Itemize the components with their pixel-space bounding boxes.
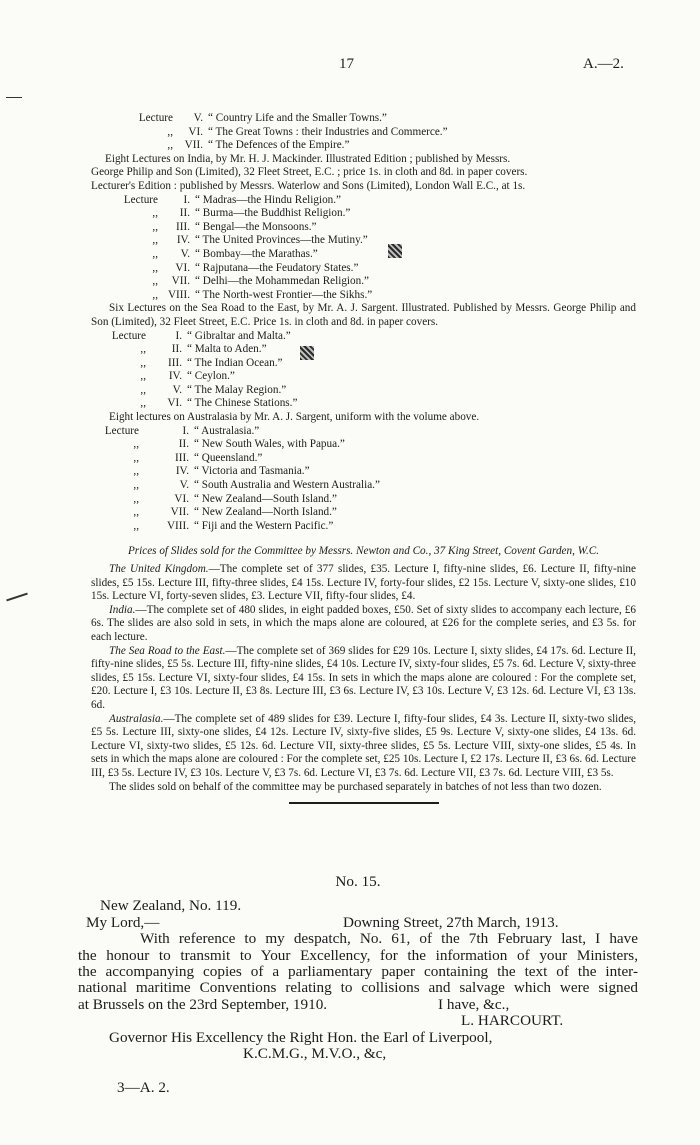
lecture-item (91, 275, 636, 289)
lecture-title: “ Delhi—the Mohammedan Religion.” (195, 275, 369, 288)
lecture-word: ,, (140, 356, 146, 369)
lecture-word: ,, (133, 492, 139, 505)
lecture-title: “ Victoria and Tasmania.” (194, 465, 310, 478)
lecture-item (91, 425, 636, 439)
lecture-number: VI. (174, 492, 189, 505)
lecture-word: ,, (140, 383, 146, 396)
lecture-number: IV. (176, 234, 190, 247)
price-text: —The complete set of 480 slides, in eight padded boxes, £50. Set of sixty slides to accompany each lecture, £6 6s. The slides are also sold in sets, in which the maps alone are coloured, at £26 for the complete series, and £3 5s. for each lecture. (91, 603, 636, 643)
lecture-item (91, 234, 636, 248)
lecture-number: VII. (171, 275, 190, 288)
lecture-word: ,, (152, 207, 158, 220)
lecture-number: I. (175, 329, 182, 342)
lecture-number: V. (179, 479, 189, 492)
despatch-number: No. 15. (335, 873, 381, 890)
lecture-item (91, 343, 636, 357)
letter-last-line: at Brussels on the 23rd September, 1910. (78, 995, 328, 1013)
lecture-item (91, 139, 636, 153)
lecture-item (91, 194, 636, 208)
india-intro (91, 153, 636, 194)
lecture-word: ,, (152, 234, 158, 247)
lecture-title: “ The Malay Region.” (187, 383, 287, 396)
scan-artifact-icon (300, 346, 314, 360)
price-paragraph (91, 645, 636, 713)
lecture-title: “ New Zealand—North Island.” (194, 506, 337, 519)
lecture-item (91, 370, 636, 384)
lecture-number: III. (168, 356, 182, 369)
lecture-title: “ Queensland.” (194, 451, 263, 464)
lecture-word: ,, (152, 247, 158, 260)
lecture-item (91, 465, 636, 479)
lecture-title: “ The Great Towns : their Industries and Commerce.” (208, 125, 448, 138)
india-intro-line: Eight Lectures on India, by Mr. H. J. Mackinder. Illustrated Edition ; published by Messrs. (105, 152, 511, 165)
lecture-word: ,, (140, 370, 146, 383)
destination: New Zealand, No. 119. (100, 897, 242, 915)
lecture-word: ,, (133, 506, 139, 519)
despatch-letter (78, 874, 638, 1097)
lecture-title: “ Australasia.” (194, 424, 260, 437)
lecture-word: ,, (133, 479, 139, 492)
lecture-word: ,, (152, 220, 158, 233)
price-label: Australasia. (109, 712, 164, 725)
valediction: I have, &c., (438, 995, 510, 1013)
margin-mark-icon (6, 593, 28, 602)
lecture-number: VI. (167, 397, 182, 410)
lecture-title: “ The North-west Frontier—the Sikhs.” (195, 288, 373, 301)
lecture-title: “ Country Life and the Smaller Towns.” (208, 112, 387, 124)
lecture-number: VII. (184, 139, 203, 152)
lecture-word: Lecture (123, 193, 158, 206)
lecture-item (91, 330, 636, 344)
lecture-title: “ The Chinese Stations.” (187, 397, 298, 410)
lecture-title: “ New South Wales, with Papua.” (194, 438, 345, 451)
addressee-line-2: K.C.M.G., M.V.O., &c, (243, 1044, 387, 1062)
lecture-word: ,, (133, 438, 139, 451)
price-text: —The complete set of 377 slides, £35. Lecture I, fifty-nine slides, £6. Lecture II, fifty-nine slides, £5 15s. Lecture III, fifty-three slides, £4 15s. Lecture IV, forty-four slides, £2 15s. Lecture V, sixty-one slides, £10 15s. Lecture VI, forty-seven slides, £3. Lecture VII, fifty-four slides, £4. (91, 563, 636, 603)
destination-row (78, 898, 638, 914)
lecture-number: VI. (175, 261, 190, 274)
lecture-item (91, 479, 636, 493)
page-number: 17 (339, 56, 354, 72)
footer-row (78, 1080, 638, 1096)
lecture-number: I. (183, 193, 190, 206)
lecture-word: ,, (167, 139, 173, 152)
lecture-number: VII. (170, 506, 189, 519)
price-text: —The complete set of 489 slides for £39. Lecture I, fifty-four slides, £4 3s. Lecture II, sixty-two slides, £5 5s. Lecture III, sixty-one slides, £4 12s. Lecture IV, sixty-five slides, £5 9s. Lecture V, sixty-one slides, £4 13s. 6d. Lecture VI, sixty-two slides, £5 12s. 6d. Lecture VII, sixty-three slides, £5 5s. Lecture VIII, sixty-one slides, £5 4s. In sets in which the maps alone are coloured : For the complete set, £25 10s. Lecture I, £2 17s. Lecture II, £3 6s. 6d. Lecture III, £3 5s. Lecture IV, £3 10s. Lecture V, £3 7s. 6d. Lecture VI, £3 7s. 6d. Lecture VII, £3 7s. 6d. Lecture VIII, £3 5s. (91, 712, 636, 779)
searoad-intro: Six Lectures on the Sea Road to the East, by Mr. A. J. Sargent. Illustrated. Published by Messrs. George Philip and Son (Limited), 32 Fleet Street, E.C. Price 1s. in cloth and 8d. in paper covers. (91, 302, 636, 328)
lecture-number: VIII. (167, 288, 190, 301)
lecture-list-australasia (91, 425, 636, 534)
lecture-word: Lecture (104, 424, 139, 437)
place-date: Downing Street, 27th March, 1913. (343, 913, 559, 931)
lecture-word: ,, (133, 451, 139, 464)
lecture-number: V. (193, 112, 203, 124)
lecture-word: ,, (140, 343, 146, 356)
lecture-item (91, 289, 636, 303)
lecture-title: “ The Indian Ocean.” (187, 356, 283, 369)
lecture-item (91, 207, 636, 221)
lecture-list-india (91, 194, 636, 303)
price-paragraph (91, 604, 636, 645)
price-paragraph (91, 563, 636, 604)
lecture-item (91, 221, 636, 235)
lecture-title: “ Madras—the Hindu Religion.” (195, 193, 342, 206)
lecture-number: III. (175, 451, 189, 464)
lecture-number: II. (171, 343, 182, 356)
lecture-number: VI. (188, 125, 203, 138)
letter-body-line: national maritime Conventions relating to collisions and salvage which were signed (78, 979, 638, 997)
india-intro-line: George Philip and Son (Limited), 32 Fleet Street, E.C. ; price 1s. in cloth and 8d. in paper covers. (91, 166, 528, 179)
margin-mark-icon (6, 97, 22, 98)
letter-body-line: With reference to my despatch, No. 61, of the 7th February last, I have (140, 930, 638, 948)
lecture-word: Lecture (138, 112, 173, 124)
lecture-title: “ The Defences of the Empire.” (208, 139, 350, 152)
section-divider (289, 802, 439, 804)
lecture-item (91, 493, 636, 507)
lecture-title: “ Malta to Aden.” (187, 343, 267, 356)
letter-body-line: the accompanying copies of a parliamentary paper containing the text of the inter- (78, 963, 638, 980)
prices-section (91, 563, 636, 794)
price-paragraph (91, 713, 636, 781)
lecture-word: ,, (133, 465, 139, 478)
signature-row (78, 1013, 638, 1029)
letter-body-line: the honour to transmit to Your Excellency, for the information of your Ministers, (78, 946, 638, 964)
lecture-title: “ The United Provinces—the Mutiny.” (195, 234, 368, 247)
lecture-item (91, 262, 636, 276)
lecture-list-searoad (91, 330, 636, 412)
lecture-title: “ New Zealand—South Island.” (194, 492, 337, 505)
lecture-number: IV. (168, 370, 182, 383)
lecture-title: “ Bombay—the Marathas.” (195, 247, 318, 260)
document-reference: A.—2. (583, 56, 624, 72)
lecture-item (91, 452, 636, 466)
lecture-word: ,, (133, 519, 139, 532)
lecture-title: “ Gibraltar and Malta.” (187, 329, 291, 342)
lecture-title: “ Ceylon.” (187, 370, 235, 383)
lecture-word: ,, (152, 275, 158, 288)
signature: L. HARCOURT. (461, 1012, 564, 1030)
lecture-title: “ Bengal—the Monsoons.” (195, 220, 317, 233)
lecture-item (91, 126, 636, 140)
prices-caption: Prices of Slides sold for the Committee by Messrs. Newton and Co., 37 King Street, Covent Garden, W.C. (127, 545, 600, 558)
lecture-number: VIII. (166, 519, 189, 532)
lecture-word: ,, (167, 125, 173, 138)
lecture-listing (91, 112, 636, 817)
lecture-number: III. (176, 220, 190, 233)
lecture-title: “ Burma—the Buddhist Religion.” (195, 207, 351, 220)
lecture-item (91, 520, 636, 534)
lecture-title: “ Rajputana—the Feudatory States.” (195, 261, 359, 274)
last-line-row (78, 997, 638, 1013)
lecture-item (91, 248, 636, 262)
india-intro-line: Lecturer's Edition : published by Messrs. Waterlow and Sons (Limited), London Wall E.C., at 1s. (91, 179, 526, 192)
addressee-row (78, 1030, 638, 1046)
lecture-number: V. (172, 383, 182, 396)
australasia-intro: Eight lectures on Australasia by Mr. A. J. Sargent, uniform with the volume above. (109, 411, 480, 424)
addressee-row (78, 1046, 638, 1062)
salutation: My Lord,— (86, 913, 160, 931)
lecture-title: “ Fiji and the Western Pacific.” (194, 519, 334, 532)
closing-note: The slides sold on behalf of the committee may be purchased separately in batches of not less than two dozen. (109, 780, 602, 793)
lecture-number: II. (179, 207, 190, 220)
price-label: The United Kingdom. (109, 563, 209, 575)
lecture-word: ,, (152, 261, 158, 274)
lecture-item (91, 397, 636, 411)
lecture-number: IV. (175, 465, 189, 478)
lecture-word: Lecture (111, 329, 146, 342)
lecture-title: “ South Australia and Western Australia.” (194, 479, 380, 492)
lecture-word: ,, (140, 397, 146, 410)
lecture-item (91, 438, 636, 452)
scan-artifact-icon (388, 244, 402, 258)
price-label: The Sea Road to the East. (109, 644, 226, 657)
footer-ref: 3—A. 2. (117, 1079, 170, 1097)
lecture-item (91, 357, 636, 371)
lecture-word: ,, (152, 288, 158, 301)
price-text: —The complete set of 369 slides for £29 10s. Lecture I, sixty slides, £4 17s. 6d. Lecture II, fifty-nine slides, £5 5s. Lecture III, fifty-nine slides, £4 10s. Lecture IV, sixty-four slides, £5 7s. 6d. Lecture V, sixty-three slides, £5 15s. Lecture VI, sixty-four slides, £4 15s. In sets in which the maps alone are coloured : For the complete set, £20. Lecture I, £3 10s. Lecture II, £3 8s. Lecture III, £3 6s. Lecture IV, £3 10s. Lecture V, £3 12s. 6d. Lecture VI, £3 13s. 6d. (91, 644, 636, 711)
addressee-line-1: Governor His Excellency the Right Hon. the Earl of Liverpool, (109, 1028, 493, 1046)
price-label: India. (109, 603, 136, 616)
lecture-item (91, 384, 636, 398)
lecture-list-empire (91, 112, 636, 153)
lecture-number: V. (180, 247, 190, 260)
salutation-row (78, 915, 638, 931)
lecture-number: I. (182, 424, 189, 437)
lecture-number: II. (178, 438, 189, 451)
lecture-item (91, 506, 636, 520)
lecture-item (91, 112, 636, 126)
